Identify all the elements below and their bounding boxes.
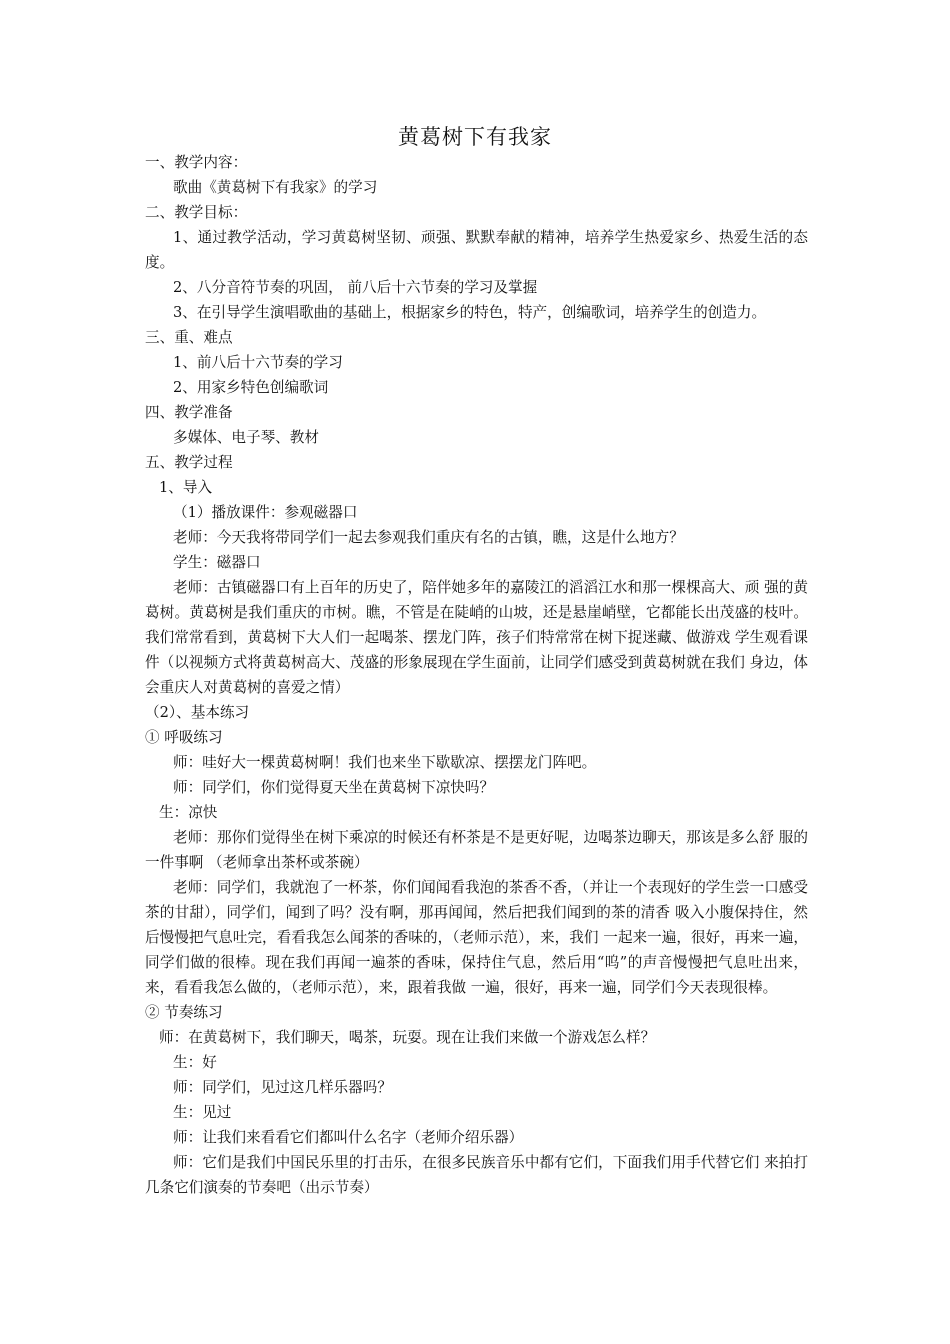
paragraph: 老师：同学们，我就泡了一杯茶，你们闻闻看我泡的茶香不香，（并让一个表现好的学生尝一口感受茶的甘甜），同学们，闻到了吗？没有啊，那再闻闻，然后把我们闻到的茶的清香 吸入小腹保持住，然后慢慢把气息吐完，看看我怎么闻茶的香味的，（老师示范），来，我们 一起来一遍，很好，再来一遍，同学们做的很棒。现在我们再闻一遍茶的香味，保持住气息，然后用“呜”的声音慢慢把气息吐出来，来，看看我怎么做的，（老师示范），来，跟着我做 一遍，很好，再来一遍，同学们今天表现很棒。 (145, 879, 808, 996)
paragraph: 师：哇好大一棵黄葛树啊！我们也来坐下歇歇凉、摆摆龙门阵吧。 (173, 754, 597, 771)
paragraph: （2）、基本练习 (145, 704, 250, 721)
paragraph: 1、通过教学活动，学习黄葛树坚韧、顽强、默默奉献的精神，培养学生热爱家乡、热爱生活的态度。 (145, 229, 808, 271)
paragraph: ① 呼吸练习 (145, 729, 223, 746)
section-heading-process: 五、教学过程 (145, 454, 233, 471)
paragraph: （1）播放课件：参观磁器口 (173, 504, 358, 521)
paragraph: 老师：古镇磁器口有上百年的历史了，陪伴她多年的嘉陵江的滔滔江水和那一棵棵高大、顽 强的黄葛树。黄葛树是我们重庆的市树。瞧，不管是在陡峭的山坡，还是悬崖峭壁，它都能长出茂盛的枝叶。我们常常看到，黄葛树下大人们一起喝茶、摆龙门阵，孩子们特常常在树下捉迷藏、做游戏 学生观看课件（以视频方式将黄葛树高大、茂盛的形象展现在学生面前，让同学们感受到黄葛树就在我们 身边，体会重庆人对黄葛树的喜爱之情） (145, 579, 808, 696)
paragraph: 师：同学们，见过这几样乐器吗？ (173, 1079, 392, 1096)
paragraph: 老师：今天我将带同学们一起去参观我们重庆有名的古镇，瞧，这是什么地方？ (173, 529, 684, 546)
document-body (145, 150, 808, 1200)
paragraph: 老师：那你们觉得坐在树下乘凉的时候还有杯茶是不是更好呢，边喝茶边聊天，那该是多么舒 服的一件事啊 （老师拿出茶杯或茶碗） (145, 829, 808, 871)
paragraph: 1、导入 (159, 479, 213, 496)
paragraph: 师：同学们，你们觉得夏天坐在黄葛树下凉快吗？ (173, 779, 495, 796)
paragraph: 1、前八后十六节奏的学习 (173, 354, 343, 371)
paragraph: 生：好 (173, 1054, 217, 1071)
paragraph: 2、八分音符节奏的巩固， 前八后十六节奏的学习及掌握 (173, 279, 538, 296)
document-title: 黄葛树下有我家 (398, 125, 552, 149)
paragraph: 学生：磁器口 (173, 554, 261, 571)
paragraph: 生：凉快 (159, 804, 218, 821)
paragraph: ② 节奏练习 (145, 1004, 223, 1021)
paragraph: 2、用家乡特色创编歌词 (173, 379, 329, 396)
paragraph: 生：见过 (173, 1104, 232, 1121)
paragraph: 歌曲《黄葛树下有我家》的学习 (173, 179, 378, 196)
paragraph: 师：在黄葛树下，我们聊天，喝茶，玩耍。现在让我们来做一个游戏怎么样？ (159, 1029, 656, 1046)
paragraph: 3、在引导学生演唱歌曲的基础上，根据家乡的特色，特产，创编歌词，培养学生的创造力。 (173, 304, 767, 321)
section-heading-content: 一、教学内容： (145, 154, 248, 171)
section-heading-key-points: 三、重、难点 (145, 329, 233, 346)
paragraph: 多媒体、电子琴、教材 (173, 429, 319, 446)
section-heading-preparation: 四、教学准备 (145, 404, 233, 421)
paragraph: 师：它们是我们中国民乐里的打击乐，在很多民族音乐中都有它们，下面我们用手代替它们 来拍打几条它们演奏的节奏吧（出示节奏） (145, 1154, 808, 1196)
section-heading-goals: 二、教学目标： (145, 204, 248, 221)
paragraph: 师：让我们来看看它们都叫什么名字（老师介绍乐器） (173, 1129, 524, 1146)
